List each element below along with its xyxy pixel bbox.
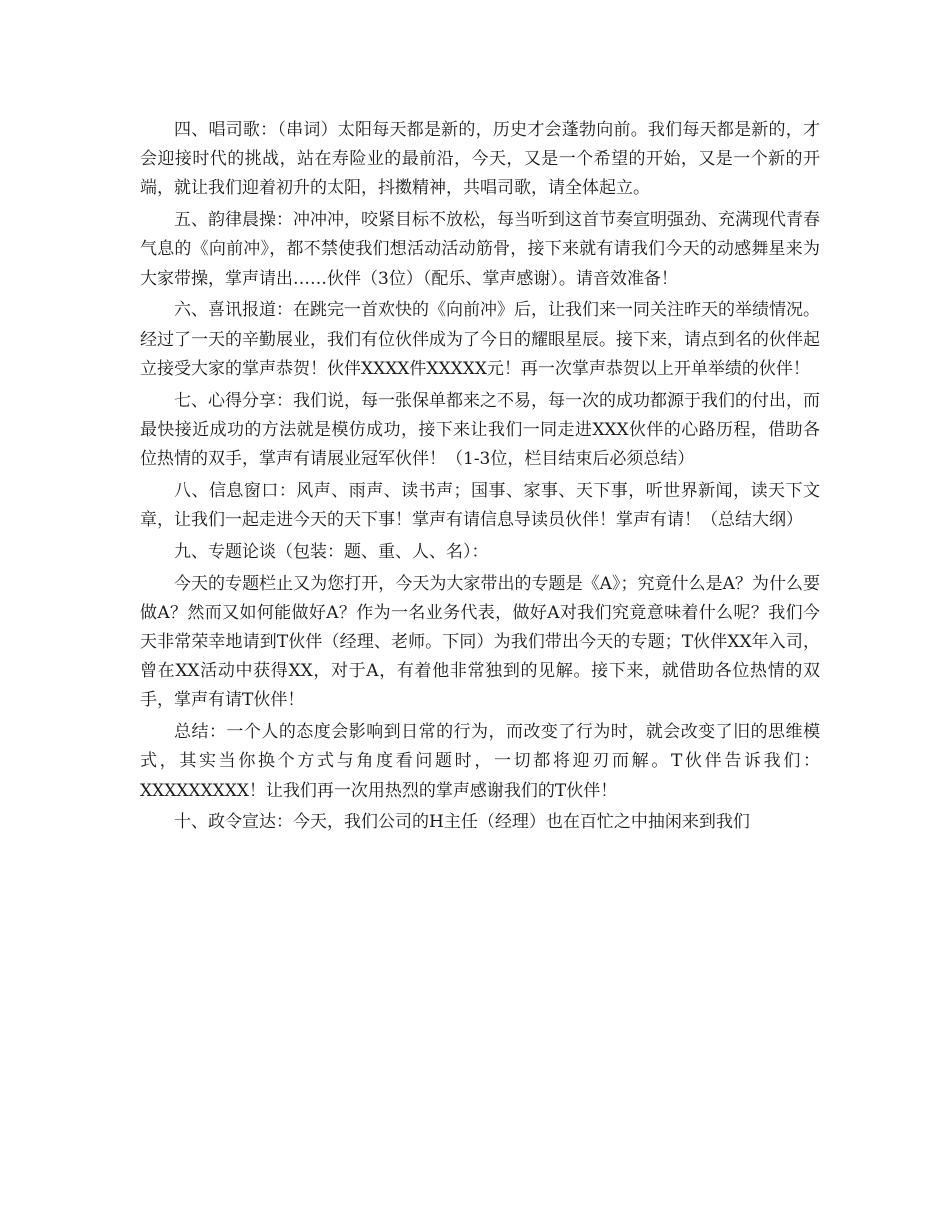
paragraph-sing-company-song: 四、唱司歌：（串词）太阳每天都是新的，历史才会蓬勃向前。我们每天都是新的，才会迎接时代的挑战，站在寿险业的最前沿，今天，又是一个希望的开始，又是一个新的开端，就让我们迎着初升的太阳，抖擞精神，共唱司歌，请全体起立。 xyxy=(140,120,820,199)
paragraph-topic-discussion-heading: 九、专题论谈（包装：题、重、人、名）： xyxy=(174,541,489,562)
paragraph-information-window: 八、信息窗口：风声、雨声、读书声；国事、家事、天下事，听世界新闻，读天下文章，让我们一起走进今天的天下事！掌声有请信息导读员伙伴！掌声有请！（总结大纲） xyxy=(140,480,820,531)
paragraph-morning-exercise: 五、韵律晨操：冲冲冲，咬紧目标不放松，每当听到这首节奏宣明强劲、充满现代青春气息的《向前冲》，都不禁使我们想活动活动筋骨，接下来就有请我们今天的动感舞星来为大家带操，掌声请出……伙伴（3位）（配乐、掌声感谢）。请音效准备！ xyxy=(140,210,820,289)
document-body xyxy=(140,116,820,840)
paragraph-good-news-report: 六、喜讯报道：在跳完一首欢快的《向前冲》后，让我们来一同关注昨天的举绩情况。经过了一天的辛勤展业，我们有位伙伴成为了今日的耀眼星辰。接下来，请点到名的伙伴起立接受大家的掌声恭贺！伙伴XXXX件XXXXX元！再一次掌声恭贺以上开单举绩的伙伴！ xyxy=(140,300,820,379)
paragraph-policy-announcement: 十、政令宣达：今天，我们公司的H主任（经理）也在百忙之中抽闲来到我们 xyxy=(174,812,750,833)
paragraph-experience-sharing: 七、心得分享：我们说，每一张保单都来之不易，每一次的成功都源于我们的付出，而最快接近成功的方法就是模仿成功，接下来让我们一同走进XXX伙伴的心路历程，借助各位热情的双手，掌声有请展业冠军伙伴！（1-3位，栏目结束后必须总结） xyxy=(140,390,820,470)
paragraph-topic-discussion-body: 今天的专题栏止又为您打开，今天为大家带出的专题是《A》；究竟什么是A？为什么要做A？然而又如何能做好A？作为一名业务代表，做好A对我们究竟意味着什么呢？我们今天非常荣幸地请到T伙伴（经理、老师。下同）为我们带出今天的专题；T伙伴XX年入司，曾在XX活动中获得XX，对于A，有着他非常独到的见解。接下来，就借助各位热情的双手，掌声有请T伙伴！ xyxy=(140,573,820,711)
paragraph-summary: 总结：一个人的态度会影响到日常的行为，而改变了行为时，就会改变了旧的思维模式，其实当你换个方式与角度看问题时，一切都将迎刃而解。T伙伴告诉我们：XXXXXXXXX！让我们再一次用热烈的掌声感谢我们的T伙伴！ xyxy=(140,722,820,801)
